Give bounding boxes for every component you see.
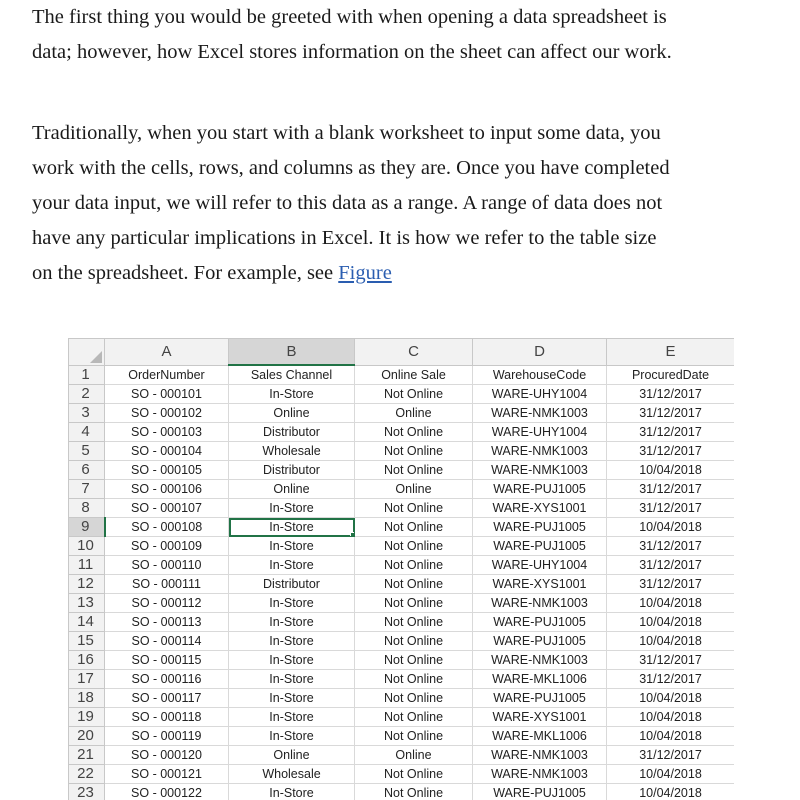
row-header[interactable]: 9 bbox=[69, 518, 105, 537]
table-cell[interactable]: WARE-XYS1001 bbox=[473, 499, 607, 518]
row-header[interactable]: 4 bbox=[69, 423, 105, 442]
spreadsheet-grid bbox=[68, 338, 734, 800]
paragraph-line: have any particular implications in Excel. It is how we refer to the table size bbox=[32, 227, 657, 249]
table-cell[interactable]: SO - 000101 bbox=[105, 385, 229, 404]
table-cell[interactable]: WARE-NMK1003 bbox=[473, 404, 607, 423]
table-cell[interactable]: Distributor bbox=[229, 461, 355, 480]
table-cell[interactable]: In-Store bbox=[229, 613, 355, 632]
table-cell[interactable]: 31/12/2017 bbox=[607, 537, 735, 556]
table-cell[interactable]: In-Store bbox=[229, 556, 355, 575]
table-cell[interactable]: 31/12/2017 bbox=[607, 499, 735, 518]
table-cell[interactable]: In-Store bbox=[229, 727, 355, 746]
column-title-cell[interactable]: Sales Channel bbox=[229, 365, 355, 385]
table-cell[interactable]: 10/04/2018 bbox=[607, 461, 735, 480]
table-header-row bbox=[69, 365, 735, 385]
table-cell[interactable]: Not Online bbox=[355, 594, 473, 613]
paragraph-line: data; however, how Excel stores information on the sheet can affect our work. bbox=[32, 41, 672, 63]
table-cell[interactable]: Distributor bbox=[229, 575, 355, 594]
row-header[interactable]: 8 bbox=[69, 499, 105, 518]
table-cell[interactable]: SO - 000112 bbox=[105, 594, 229, 613]
paragraph-line: work with the cells, rows, and columns as they are. Once you have completed bbox=[32, 157, 670, 179]
table-row bbox=[69, 689, 735, 708]
row-header[interactable]: 16 bbox=[69, 651, 105, 670]
column-header-row bbox=[69, 339, 735, 366]
table-cell[interactable]: 10/04/2018 bbox=[607, 708, 735, 727]
table-cell[interactable]: SO - 000108 bbox=[105, 518, 229, 537]
table-cell[interactable]: Not Online bbox=[355, 461, 473, 480]
fill-handle[interactable] bbox=[350, 532, 355, 537]
table-cell[interactable]: Not Online bbox=[355, 385, 473, 404]
table-cell[interactable]: SO - 000104 bbox=[105, 442, 229, 461]
table-cell[interactable]: Online bbox=[229, 404, 355, 423]
table-cell[interactable]: WARE-PUJ1005 bbox=[473, 784, 607, 800]
table-cell[interactable]: 10/04/2018 bbox=[607, 765, 735, 784]
table-row bbox=[69, 670, 735, 689]
table-cell[interactable]: WARE-NMK1003 bbox=[473, 651, 607, 670]
column-header-c[interactable]: C bbox=[355, 339, 473, 366]
row-header[interactable]: 1 bbox=[69, 365, 105, 385]
table-cell[interactable]: Online bbox=[355, 480, 473, 499]
table-cell[interactable]: 10/04/2018 bbox=[607, 689, 735, 708]
table-cell[interactable]: SO - 000117 bbox=[105, 689, 229, 708]
column-header-a[interactable]: A bbox=[105, 339, 229, 366]
table-cell[interactable]: SO - 000114 bbox=[105, 632, 229, 651]
paragraph-line: The first thing you would be greeted with when opening a data spreadsheet is bbox=[32, 6, 667, 28]
table-cell[interactable]: WARE-NMK1003 bbox=[473, 594, 607, 613]
table-cell[interactable]: Not Online bbox=[355, 689, 473, 708]
row-header[interactable]: 3 bbox=[69, 404, 105, 423]
table-row bbox=[69, 518, 735, 537]
table-cell[interactable]: WARE-NMK1003 bbox=[473, 765, 607, 784]
table-row bbox=[69, 423, 735, 442]
row-header[interactable]: 2 bbox=[69, 385, 105, 404]
table-cell[interactable]: Not Online bbox=[355, 765, 473, 784]
table-row bbox=[69, 499, 735, 518]
table-cell[interactable]: SO - 000103 bbox=[105, 423, 229, 442]
table-cell[interactable]: WARE-NMK1003 bbox=[473, 442, 607, 461]
table-cell[interactable]: 31/12/2017 bbox=[607, 746, 735, 765]
table-cell[interactable]: Not Online bbox=[355, 423, 473, 442]
row-header[interactable]: 23 bbox=[69, 784, 105, 800]
paragraph-line: Traditionally, when you start with a blank worksheet to input some data, you bbox=[32, 122, 661, 144]
table-cell[interactable]: WARE-UHY1004 bbox=[473, 556, 607, 575]
table-row bbox=[69, 480, 735, 499]
column-header-d[interactable]: D bbox=[473, 339, 607, 366]
table-cell[interactable]: Not Online bbox=[355, 784, 473, 800]
range-paragraph bbox=[32, 116, 782, 291]
column-title-cell[interactable]: OrderNumber bbox=[105, 365, 229, 385]
table-row bbox=[69, 537, 735, 556]
table-cell[interactable]: Not Online bbox=[355, 537, 473, 556]
row-header[interactable]: 7 bbox=[69, 480, 105, 499]
table-cell[interactable]: Not Online bbox=[355, 651, 473, 670]
table-row bbox=[69, 746, 735, 765]
table-cell[interactable]: Not Online bbox=[355, 632, 473, 651]
table-cell[interactable]: SO - 000105 bbox=[105, 461, 229, 480]
table-cell[interactable]: WARE-PUJ1005 bbox=[473, 537, 607, 556]
table-cell[interactable]: 10/04/2018 bbox=[607, 594, 735, 613]
table-cell[interactable]: Online bbox=[229, 480, 355, 499]
table-cell[interactable]: In-Store bbox=[229, 784, 355, 800]
table-cell[interactable]: WARE-PUJ1005 bbox=[473, 689, 607, 708]
paragraph-last-line bbox=[32, 256, 782, 291]
table-cell[interactable]: 31/12/2017 bbox=[607, 575, 735, 594]
table-cell[interactable]: In-Store bbox=[229, 670, 355, 689]
table-cell[interactable]: Distributor bbox=[229, 423, 355, 442]
row-header[interactable]: 15 bbox=[69, 632, 105, 651]
table-cell[interactable]: WARE-UHY1004 bbox=[473, 423, 607, 442]
table-cell[interactable]: 10/04/2018 bbox=[607, 784, 735, 800]
table-cell[interactable]: In-Store bbox=[229, 689, 355, 708]
table-cell[interactable]: WARE-PUJ1005 bbox=[473, 480, 607, 499]
table-cell[interactable]: In-Store bbox=[229, 537, 355, 556]
table-cell[interactable]: In-Store bbox=[229, 651, 355, 670]
row-header[interactable]: 21 bbox=[69, 746, 105, 765]
row-header[interactable]: 5 bbox=[69, 442, 105, 461]
table-cell[interactable]: In-Store bbox=[229, 385, 355, 404]
table-cell[interactable]: Not Online bbox=[355, 670, 473, 689]
table-cell[interactable]: Not Online bbox=[355, 727, 473, 746]
intro-paragraph bbox=[32, 0, 782, 70]
table-cell[interactable]: SO - 000121 bbox=[105, 765, 229, 784]
table-cell[interactable]: In-Store bbox=[229, 594, 355, 613]
table-row bbox=[69, 784, 735, 800]
table-cell[interactable]: Not Online bbox=[355, 613, 473, 632]
row-header[interactable]: 10 bbox=[69, 537, 105, 556]
table-cell[interactable]: Online bbox=[355, 746, 473, 765]
table-cell[interactable]: Not Online bbox=[355, 556, 473, 575]
table-cell[interactable]: SO - 000115 bbox=[105, 651, 229, 670]
table-cell[interactable]: 31/12/2017 bbox=[607, 404, 735, 423]
table-cell[interactable]: 10/04/2018 bbox=[607, 727, 735, 746]
table-row bbox=[69, 613, 735, 632]
row-header[interactable]: 6 bbox=[69, 461, 105, 480]
table-row bbox=[69, 651, 735, 670]
row-header[interactable]: 20 bbox=[69, 727, 105, 746]
row-header[interactable]: 12 bbox=[69, 575, 105, 594]
table-cell[interactable]: WARE-XYS1001 bbox=[473, 575, 607, 594]
table-row bbox=[69, 765, 735, 784]
table-cell[interactable]: 31/12/2017 bbox=[607, 670, 735, 689]
table-cell[interactable]: WARE-PUJ1005 bbox=[473, 613, 607, 632]
table-cell[interactable]: WARE-NMK1003 bbox=[473, 461, 607, 480]
table-row bbox=[69, 461, 735, 480]
column-title-cell[interactable]: ProcuredDate bbox=[607, 365, 735, 385]
paragraph-line: your data input, we will refer to this data as a range. A range of data does not bbox=[32, 192, 663, 214]
table-row bbox=[69, 385, 735, 404]
table-cell[interactable]: SO - 000118 bbox=[105, 708, 229, 727]
table-cell[interactable]: SO - 000116 bbox=[105, 670, 229, 689]
selected-cell[interactable]: In-Store bbox=[229, 518, 355, 537]
table-row bbox=[69, 442, 735, 461]
table-cell[interactable]: SO - 000120 bbox=[105, 746, 229, 765]
table-cell[interactable]: 10/04/2018 bbox=[607, 613, 735, 632]
table-cell[interactable]: WARE-XYS1001 bbox=[473, 708, 607, 727]
table-cell[interactable]: Not Online bbox=[355, 442, 473, 461]
table-row bbox=[69, 575, 735, 594]
table-cell[interactable]: Wholesale bbox=[229, 765, 355, 784]
table-cell[interactable]: SO - 000109 bbox=[105, 537, 229, 556]
table-cell[interactable]: Online bbox=[229, 746, 355, 765]
table-cell[interactable]: SO - 000110 bbox=[105, 556, 229, 575]
table-cell[interactable]: WARE-UHY1004 bbox=[473, 385, 607, 404]
table-cell[interactable]: SO - 000119 bbox=[105, 727, 229, 746]
column-title-cell[interactable]: Online Sale bbox=[355, 365, 473, 385]
table-row bbox=[69, 556, 735, 575]
table-cell[interactable]: 10/04/2018 bbox=[607, 518, 735, 537]
table-cell[interactable]: SO - 000113 bbox=[105, 613, 229, 632]
table-row bbox=[69, 708, 735, 727]
table-cell[interactable]: WARE-PUJ1005 bbox=[473, 518, 607, 537]
table-cell[interactable]: WARE-MKL1006 bbox=[473, 670, 607, 689]
spreadsheet-screenshot bbox=[68, 338, 734, 800]
table-cell[interactable]: Not Online bbox=[355, 499, 473, 518]
row-header[interactable]: 11 bbox=[69, 556, 105, 575]
table-cell[interactable]: In-Store bbox=[229, 632, 355, 651]
table-cell[interactable]: 31/12/2017 bbox=[607, 556, 735, 575]
table-cell[interactable]: Online bbox=[355, 404, 473, 423]
column-title-cell[interactable]: WarehouseCode bbox=[473, 365, 607, 385]
table-cell[interactable]: 31/12/2017 bbox=[607, 423, 735, 442]
select-all-triangle-icon bbox=[90, 351, 102, 363]
table-row bbox=[69, 727, 735, 746]
table-cell[interactable]: SO - 000122 bbox=[105, 784, 229, 800]
table-cell[interactable]: Not Online bbox=[355, 708, 473, 727]
table-cell[interactable]: Not Online bbox=[355, 575, 473, 594]
table-cell[interactable]: 31/12/2017 bbox=[607, 442, 735, 461]
column-header-b[interactable]: B bbox=[229, 339, 355, 366]
table-cell[interactable]: 31/12/2017 bbox=[607, 480, 735, 499]
table-cell[interactable]: In-Store bbox=[229, 499, 355, 518]
table-row bbox=[69, 594, 735, 613]
column-header-e[interactable]: E bbox=[607, 339, 735, 366]
table-cell[interactable]: 31/12/2017 bbox=[607, 385, 735, 404]
table-cell[interactable]: Not Online bbox=[355, 518, 473, 537]
table-cell[interactable]: WARE-MKL1006 bbox=[473, 727, 607, 746]
row-header[interactable]: 18 bbox=[69, 689, 105, 708]
row-header[interactable]: 13 bbox=[69, 594, 105, 613]
table-cell[interactable]: SO - 000107 bbox=[105, 499, 229, 518]
table-cell[interactable]: In-Store bbox=[229, 708, 355, 727]
select-all-corner[interactable] bbox=[69, 339, 105, 366]
table-row bbox=[69, 632, 735, 651]
figure-link[interactable]: Figure bbox=[338, 262, 392, 284]
table-cell[interactable]: 10/04/2018 bbox=[607, 632, 735, 651]
table-cell[interactable]: WARE-NMK1003 bbox=[473, 746, 607, 765]
table-cell[interactable]: SO - 000102 bbox=[105, 404, 229, 423]
row-header[interactable]: 17 bbox=[69, 670, 105, 689]
table-cell[interactable]: Wholesale bbox=[229, 442, 355, 461]
table-row bbox=[69, 404, 735, 423]
row-header[interactable]: 22 bbox=[69, 765, 105, 784]
table-cell[interactable]: 31/12/2017 bbox=[607, 651, 735, 670]
table-cell[interactable]: SO - 000106 bbox=[105, 480, 229, 499]
row-header[interactable]: 19 bbox=[69, 708, 105, 727]
paragraph-text: on the spreadsheet. For example, see bbox=[32, 262, 339, 284]
table-cell[interactable]: SO - 000111 bbox=[105, 575, 229, 594]
row-header[interactable]: 14 bbox=[69, 613, 105, 632]
table-cell[interactable]: WARE-PUJ1005 bbox=[473, 632, 607, 651]
